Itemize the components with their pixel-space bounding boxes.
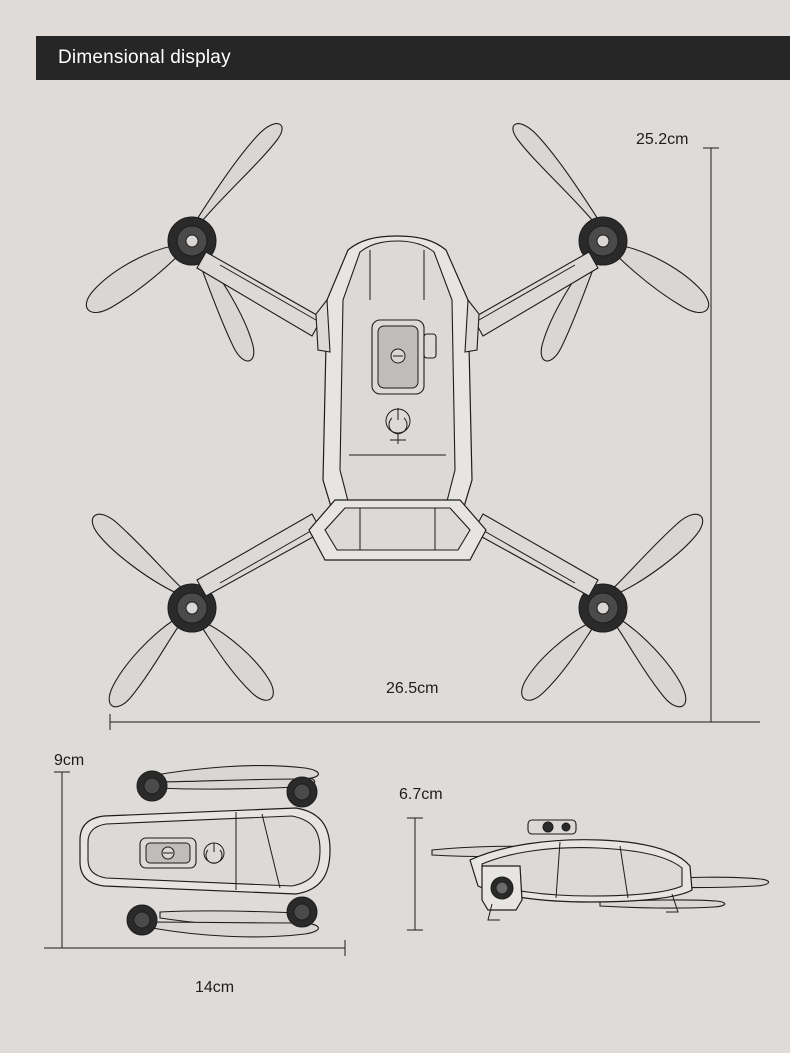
- dimension-guides-folded-side: [407, 818, 423, 930]
- dimension-guides-folded-top: [44, 772, 345, 956]
- header-bar: [36, 36, 790, 80]
- drone-top-view-unfolded: [86, 124, 708, 707]
- page-title: Dimensional display: [58, 47, 231, 68]
- drone-arms: [197, 252, 598, 596]
- drone-fuselage: [309, 236, 486, 560]
- drone-side-view-folded: [432, 820, 769, 920]
- propeller-upper-right: [513, 124, 709, 361]
- dimension-label-main-width: 26.5cm: [386, 680, 439, 697]
- dimension-label-folded-side-height: 6.7cm: [399, 786, 443, 803]
- dimension-label-folded-top-width: 14cm: [195, 979, 235, 996]
- dimension-label-folded-top-height: 9cm: [54, 752, 85, 769]
- dimension-label-main-height: 25.2cm: [636, 131, 689, 148]
- propeller-upper-left: [86, 124, 282, 361]
- drone-top-view-folded: [80, 766, 330, 937]
- propeller-lower-left: [92, 514, 273, 707]
- dimension-guides-main: [110, 148, 760, 730]
- propeller-lower-right: [522, 514, 703, 707]
